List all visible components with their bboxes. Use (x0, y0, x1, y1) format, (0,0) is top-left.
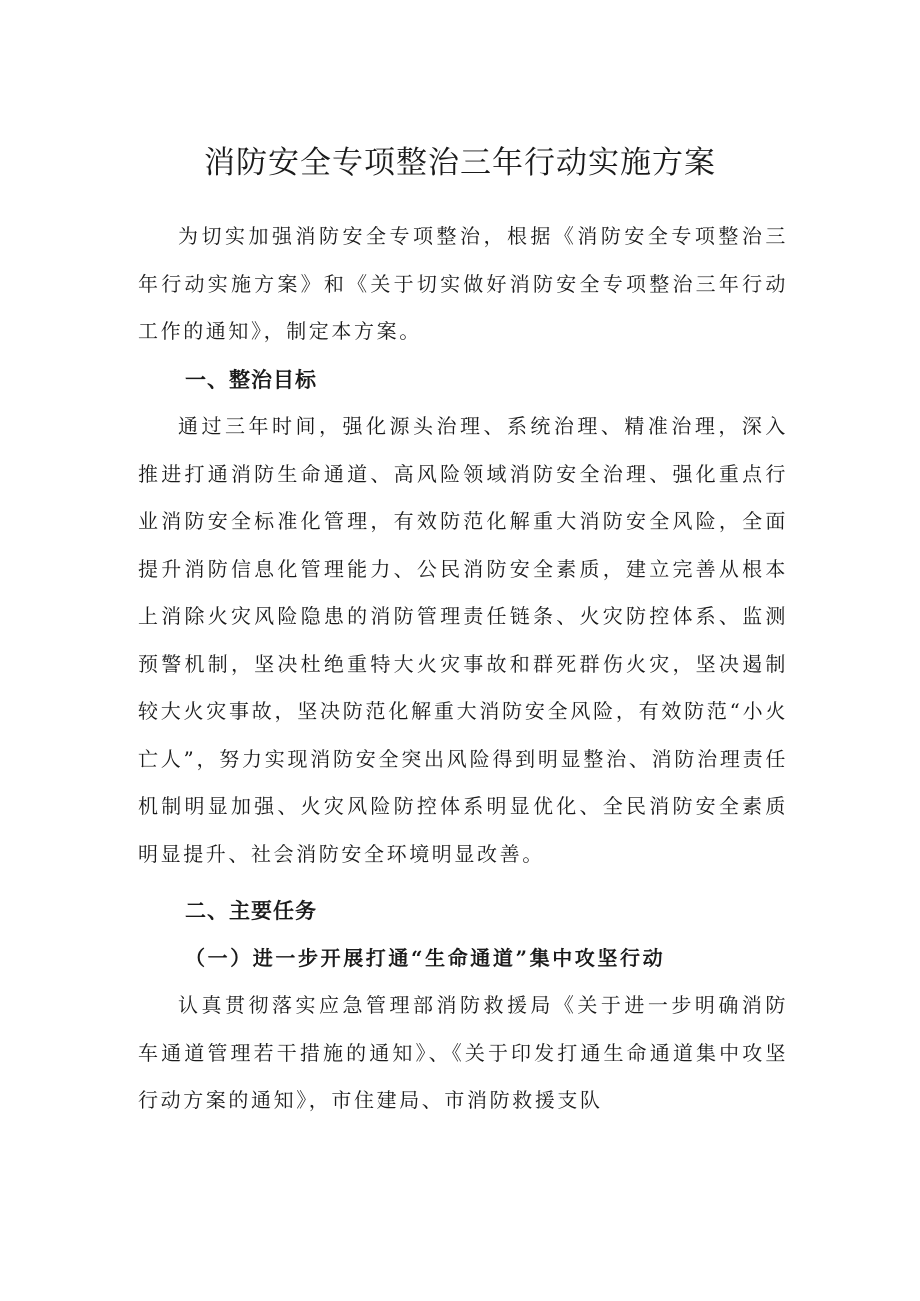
task1-paragraph: 认真贯彻落实应急管理部消防救援局《关于进一步明确消防车通道管理若干措施的通知》、《关于印发打通生命通道集中攻坚行动方案的通知》，市住建局、市消防救援支队 (138, 993, 788, 1112)
intro-paragraph: 为切实加强消防安全专项整治，根据《消防安全专项整治三年行动实施方案》和《关于切实做好消防安全专项整治三年行动工作的通知》，制定本方案。 (138, 224, 788, 343)
section-heading-tasks: 二、主要任务 (185, 899, 317, 923)
goals-paragraph: 通过三年时间，强化源头治理、系统治理、精准治理，深入推进打通消防生命通道、高风险领域消防安全治理、强化重点行业消防安全标准化管理，有效防范化解重大消防安全风险，全面提升消防信息化管理能力、公民消防安全素质，建立完善从根本上消除火灾风险隐患的消防管理责任链条、火灾防控体系、监测预警机制，坚决杜绝重特大火灾事故和群死群伤火灾，坚决遏制较大火灾事故，坚决防范化解重大消防安全风险，有效防范“小火亡人”，努力实现消防安全突出风险得到明显整治、消防治理责任机制明显加强、火灾风险防控体系明显优化、全民消防安全素质明显提升、社会消防安全环境明显改善。 (138, 414, 788, 866)
subsection-heading-life-channel: （一）进一步开展打通“生命通道”集中攻坚行动 (185, 946, 666, 970)
document-title: 消防安全专项整治三年行动实施方案 (204, 145, 716, 181)
section-heading-goals: 一、整治目标 (185, 368, 317, 392)
